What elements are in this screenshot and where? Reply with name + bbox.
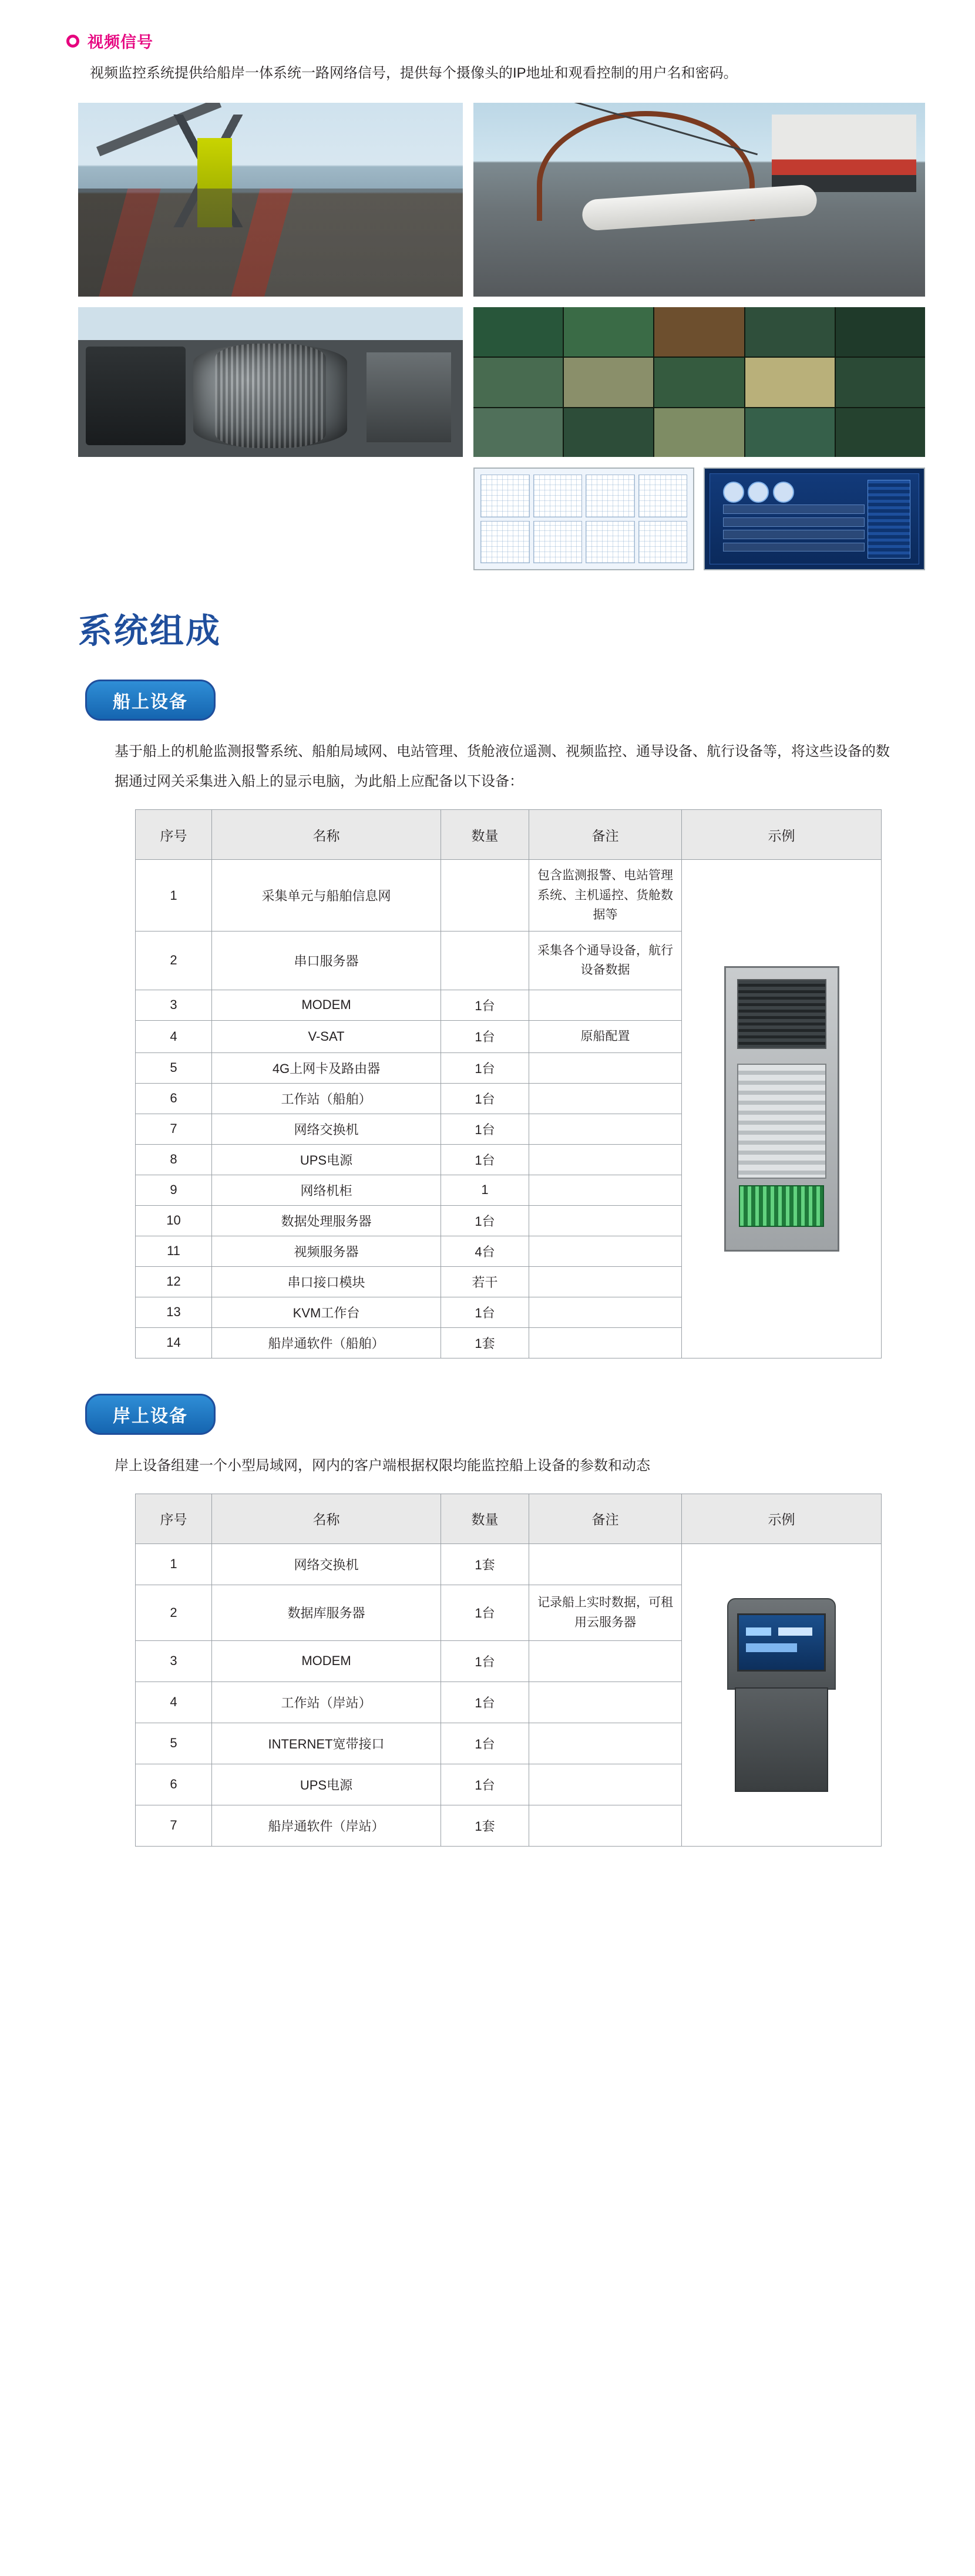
photo-grid xyxy=(78,103,925,570)
cell-no: 2 xyxy=(136,931,212,990)
cell-no: 12 xyxy=(136,1266,212,1297)
shore-equipment-table xyxy=(135,1494,882,1847)
screen-widget xyxy=(746,1627,772,1636)
cell-no: 2 xyxy=(136,1585,212,1640)
mimic-panel-screen xyxy=(704,468,925,570)
cell-no: 8 xyxy=(136,1144,212,1175)
cell-qty: 若干 xyxy=(441,1266,529,1297)
photo-monitor-screens xyxy=(473,468,925,570)
trend-chart-screen xyxy=(473,468,695,570)
cctv-tile xyxy=(745,307,835,357)
table-header-row xyxy=(136,1494,882,1543)
cell-example-image xyxy=(682,1543,882,1846)
column-header-note: 备注 xyxy=(529,1494,682,1543)
cell-note xyxy=(529,1114,682,1144)
cctv-tile xyxy=(745,408,835,458)
cell-note xyxy=(529,1144,682,1175)
cell-no: 3 xyxy=(136,1640,212,1682)
cell-no: 4 xyxy=(136,1682,212,1723)
cell-note xyxy=(529,1723,682,1764)
shore-console-photo xyxy=(720,1598,843,1792)
column-header-demo: 示例 xyxy=(682,810,882,860)
cell-name: 网络交换机 xyxy=(212,1543,441,1585)
cell-no: 3 xyxy=(136,990,212,1020)
crane-mast-shape xyxy=(197,138,232,227)
cell-note xyxy=(529,1205,682,1236)
page-bottom-spacer xyxy=(50,1847,925,1870)
section-heading-video xyxy=(66,29,925,52)
cell-qty: 1台 xyxy=(441,1144,529,1175)
vessel-shape xyxy=(772,115,916,192)
photo-column-left xyxy=(78,103,463,570)
cell-note: 采集各个通导设备，航行设备数据 xyxy=(529,931,682,990)
page-title: 系统组成 xyxy=(78,612,222,651)
cell-qty: 1台 xyxy=(441,1764,529,1805)
cctv-tile xyxy=(564,408,653,458)
cell-name: MODEM xyxy=(212,990,441,1020)
cell-name: 网络交换机 xyxy=(212,1114,441,1144)
cctv-tile xyxy=(836,358,925,407)
cell-no: 9 xyxy=(136,1175,212,1205)
cell-name: UPS电源 xyxy=(212,1144,441,1175)
cell-name: MODEM xyxy=(212,1640,441,1682)
mimic-row xyxy=(723,543,865,552)
cell-no: 4 xyxy=(136,1020,212,1052)
cell-note xyxy=(529,990,682,1020)
subsection-pill-shore: 岸上设备 xyxy=(85,1394,216,1435)
cell-qty: 1套 xyxy=(441,1805,529,1846)
cell-name: 数据处理服务器 xyxy=(212,1205,441,1236)
cell-note xyxy=(529,1805,682,1846)
cell-qty: 1台 xyxy=(441,1205,529,1236)
cctv-tile xyxy=(654,358,744,407)
cell-no: 7 xyxy=(136,1114,212,1144)
mimic-panel-background xyxy=(710,473,919,564)
cell-qty: 1台 xyxy=(441,1640,529,1682)
trend-chart-cell xyxy=(533,521,583,564)
cell-note xyxy=(529,1175,682,1205)
cell-qty: 1台 xyxy=(441,1020,529,1052)
cctv-tile xyxy=(473,307,563,357)
mimic-row xyxy=(723,530,865,539)
cell-name: 船岸通软件（岸站） xyxy=(212,1805,441,1846)
shipboard-lead-text: 基于船上的机舱监测报警系统、船舶局域网、电站管理、货舱液位遥测、视频监控、通导设备、航行设备等，将这些设备的数据通过网关采集进入船上的显示电脑，为此船上应配备以下设备： xyxy=(115,744,890,789)
trend-chart-cell xyxy=(533,475,583,517)
mimic-row xyxy=(723,517,865,527)
cell-qty: 1台 xyxy=(441,1114,529,1144)
photo-winch-drum xyxy=(78,307,463,457)
screen-widget xyxy=(746,1643,797,1652)
cell-name: 4G上网卡及路由器 xyxy=(212,1052,441,1083)
cctv-tile xyxy=(836,408,925,458)
column-header-no: 序号 xyxy=(136,1494,212,1543)
cell-name: 网络机柜 xyxy=(212,1175,441,1205)
table-row xyxy=(136,860,882,931)
table-header-row xyxy=(136,810,882,860)
server-rack-photo xyxy=(724,966,839,1252)
cell-no: 5 xyxy=(136,1723,212,1764)
screen-widget xyxy=(778,1627,812,1636)
trend-chart-cell xyxy=(638,475,688,517)
cell-qty: 1台 xyxy=(441,1682,529,1723)
cell-note xyxy=(529,1682,682,1723)
mimic-side-list xyxy=(868,480,910,559)
cell-no: 10 xyxy=(136,1205,212,1236)
cell-note xyxy=(529,1297,682,1327)
photo-pipe-gantry xyxy=(473,103,925,297)
cell-qty: 4台 xyxy=(441,1236,529,1266)
shipboard-table-wrap xyxy=(135,809,881,1358)
cctv-tile xyxy=(836,307,925,357)
cctv-tile xyxy=(564,358,653,407)
column-header-name: 名称 xyxy=(212,1494,441,1543)
cctv-tile-grid xyxy=(473,307,925,457)
cell-note: 原船配置 xyxy=(529,1020,682,1052)
cell-note: 包含监测报警、电站管理系统、主机遥控、货舱数据等 xyxy=(529,860,682,931)
shore-table-wrap xyxy=(135,1494,881,1847)
column-header-name: 名称 xyxy=(212,810,441,860)
cctv-tile xyxy=(473,358,563,407)
cell-qty: 1套 xyxy=(441,1327,529,1358)
cell-qty: 1台 xyxy=(441,990,529,1020)
trend-chart-cell xyxy=(586,475,635,517)
trend-chart-cell xyxy=(480,475,530,517)
cell-name: 采集单元与船舶信息网 xyxy=(212,860,441,931)
gauge-icon xyxy=(748,482,769,503)
column-header-no: 序号 xyxy=(136,810,212,860)
shore-lead-text: 岸上设备组建一个小型局域网，网内的客户端根据权限均能监控船上设备的参数和动态 xyxy=(115,1457,650,1474)
subsection-pill-shipboard: 船上设备 xyxy=(85,680,216,721)
photo-cctv-mosaic xyxy=(473,307,925,457)
cell-no: 1 xyxy=(136,860,212,931)
cell-qty: 1台 xyxy=(441,1297,529,1327)
cell-qty xyxy=(441,860,529,931)
cell-no: 6 xyxy=(136,1083,212,1114)
cell-qty: 1台 xyxy=(441,1585,529,1640)
section-title: 视频信号 xyxy=(88,33,153,51)
trend-chart-cell xyxy=(480,521,530,564)
column-header-qty: 数量 xyxy=(441,810,529,860)
winch-drum-shape xyxy=(193,344,347,449)
gauge-icon xyxy=(723,482,744,503)
photo-crane-barge xyxy=(78,103,463,297)
cell-qty: 1套 xyxy=(441,1543,529,1585)
cell-name: 工作站（船舶） xyxy=(212,1083,441,1114)
section-paragraph: 视频监控系统提供给船岸一体系统一路网络信号，提供每个摄像头的IP地址和观看控制的用户名和密码。 xyxy=(90,65,738,81)
cell-name: 串口接口模块 xyxy=(212,1266,441,1297)
trend-chart-cell xyxy=(638,521,688,564)
cell-note xyxy=(529,1640,682,1682)
cell-no: 11 xyxy=(136,1236,212,1266)
table-row xyxy=(136,1543,882,1585)
cell-no: 5 xyxy=(136,1052,212,1083)
cell-name: 船岸通软件（船舶） xyxy=(212,1327,441,1358)
cell-qty: 1台 xyxy=(441,1083,529,1114)
mimic-row xyxy=(723,505,865,514)
cell-note xyxy=(529,1266,682,1297)
cell-qty: 1台 xyxy=(441,1723,529,1764)
cell-no: 7 xyxy=(136,1805,212,1846)
photo-column-right xyxy=(473,103,925,570)
trend-chart-grid xyxy=(480,475,688,563)
cell-name: 数据库服务器 xyxy=(212,1585,441,1640)
cell-qty xyxy=(441,931,529,990)
cell-name: 视频服务器 xyxy=(212,1236,441,1266)
machinery-block-secondary-shape xyxy=(367,352,451,442)
cctv-tile xyxy=(654,408,744,458)
cell-name: KVM工作台 xyxy=(212,1297,441,1327)
ring-bullet-icon xyxy=(66,35,79,48)
shipboard-equipment-table xyxy=(135,809,882,1358)
cell-qty: 1 xyxy=(441,1175,529,1205)
cell-note xyxy=(529,1327,682,1358)
cell-name: 工作站（岸站） xyxy=(212,1682,441,1723)
cell-note: 记录船上实时数据，可租用云服务器 xyxy=(529,1585,682,1640)
cell-no: 1 xyxy=(136,1543,212,1585)
column-header-demo: 示例 xyxy=(682,1494,882,1543)
console-base-shape xyxy=(735,1687,829,1792)
cell-note xyxy=(529,1764,682,1805)
cell-no: 6 xyxy=(136,1764,212,1805)
cell-note xyxy=(529,1083,682,1114)
cell-qty: 1台 xyxy=(441,1052,529,1083)
column-header-note: 备注 xyxy=(529,810,682,860)
console-screen-shape xyxy=(737,1613,826,1671)
cell-note xyxy=(529,1236,682,1266)
rack-indicator-lights xyxy=(739,1185,823,1227)
cell-no: 13 xyxy=(136,1297,212,1327)
cell-no: 14 xyxy=(136,1327,212,1358)
gauge-icon xyxy=(773,482,794,503)
cell-name: V-SAT xyxy=(212,1020,441,1052)
cell-note xyxy=(529,1052,682,1083)
cell-name: INTERNET宽带接口 xyxy=(212,1723,441,1764)
cctv-tile xyxy=(745,358,835,407)
cell-name: UPS电源 xyxy=(212,1764,441,1805)
cell-name: 串口服务器 xyxy=(212,931,441,990)
column-header-qty: 数量 xyxy=(441,1494,529,1543)
machinery-block-shape xyxy=(86,347,186,445)
trend-chart-cell xyxy=(586,521,635,564)
cell-note xyxy=(529,1543,682,1585)
cctv-tile xyxy=(654,307,744,357)
cell-example-image xyxy=(682,860,882,1358)
cctv-tile xyxy=(473,408,563,458)
cctv-tile xyxy=(564,307,653,357)
